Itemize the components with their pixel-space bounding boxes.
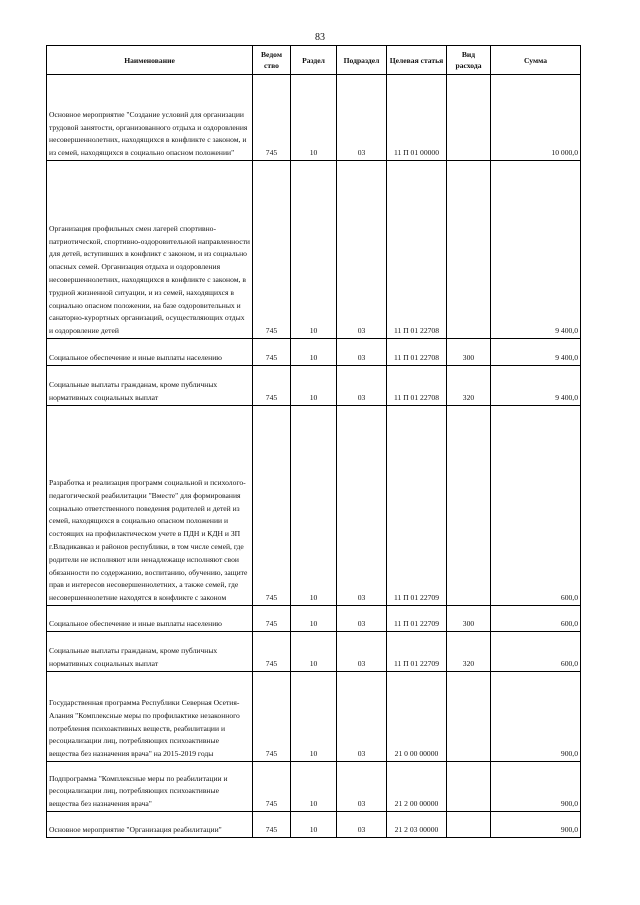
row-subsection: 03	[337, 366, 387, 406]
row-subsection: 03	[337, 161, 387, 339]
row-target: 11 П 01 22708	[387, 339, 447, 366]
row-section: 10	[291, 762, 337, 812]
row-expense-type	[447, 75, 491, 161]
row-amount: 10 000,0	[491, 75, 581, 161]
row-name: Подпрограмма "Комплексные меры по реабилитации и ресоциализации лиц, потребляющих психоактивные вещества без назначения врача"	[47, 762, 253, 812]
row-target: 11 П 01 00000	[387, 75, 447, 161]
row-target: 11 П 01 22709	[387, 632, 447, 672]
row-expense-type	[447, 406, 491, 606]
row-expense-type	[447, 161, 491, 339]
budget-table	[46, 45, 581, 838]
header-dept: Ведом ство	[253, 46, 291, 75]
row-dept: 745	[253, 339, 291, 366]
row-target: 11 П 01 22708	[387, 161, 447, 339]
row-amount: 900,0	[491, 812, 581, 838]
row-name: Организация профильных смен лагерей спортивно-патриотической, спортивно-оздоровительной направленности для детей, вступивших в конфликт с законом, и из социально опасных семей. Организация отдыха и оздоровления несовершеннолетних, находящихся в конфликте с законом, в трудной жизненной ситуации, и из семей, находящихся в социально опасном положении, на базе оздоровительных и санаторно-курортных организаций, осуществляющих отдых и оздоровление детей	[47, 161, 253, 339]
row-dept: 745	[253, 75, 291, 161]
row-subsection: 03	[337, 672, 387, 762]
row-name: Социальное обеспечение и иные выплаты населению	[47, 339, 253, 366]
row-subsection: 03	[337, 762, 387, 812]
row-subsection: 03	[337, 606, 387, 632]
header-amount: Сумма	[491, 46, 581, 75]
row-expense-type: 320	[447, 366, 491, 406]
table-row	[47, 161, 581, 339]
header-target: Целевая статья	[387, 46, 447, 75]
row-subsection: 03	[337, 812, 387, 838]
row-section: 10	[291, 606, 337, 632]
row-section: 10	[291, 406, 337, 606]
row-section: 10	[291, 339, 337, 366]
row-expense-type	[447, 812, 491, 838]
row-target: 21 2 00 00000	[387, 762, 447, 812]
table-row	[47, 812, 581, 838]
row-expense-type	[447, 672, 491, 762]
row-amount: 9 400,0	[491, 161, 581, 339]
row-dept: 745	[253, 812, 291, 838]
table-row	[47, 75, 581, 161]
row-target: 21 2 03 00000	[387, 812, 447, 838]
page-number: 83	[315, 32, 325, 43]
row-name: Основное мероприятие "Создание условий для организации трудовой занятости, организованного отдыха и оздоровления несовершеннолетних, находящихся в конфликте с законом, и из семей, находящихся в социально опасном положении"	[47, 75, 253, 161]
header-section: Раздел	[291, 46, 337, 75]
row-expense-type	[447, 762, 491, 812]
row-dept: 745	[253, 632, 291, 672]
table-header-row	[47, 46, 581, 75]
row-expense-type: 300	[447, 339, 491, 366]
row-amount: 600,0	[491, 632, 581, 672]
row-target: 11 П 01 22708	[387, 366, 447, 406]
row-section: 10	[291, 161, 337, 339]
row-amount: 9 400,0	[491, 339, 581, 366]
row-amount: 600,0	[491, 606, 581, 632]
row-dept: 745	[253, 406, 291, 606]
row-name: Основное мероприятие "Организация реабилитации"	[47, 812, 253, 838]
row-expense-type: 300	[447, 606, 491, 632]
row-target: 11 П 01 22709	[387, 406, 447, 606]
table-row	[47, 339, 581, 366]
table-row	[47, 762, 581, 812]
row-dept: 745	[253, 161, 291, 339]
row-target: 21 0 00 00000	[387, 672, 447, 762]
row-subsection: 03	[337, 406, 387, 606]
row-amount: 9 400,0	[491, 366, 581, 406]
row-section: 10	[291, 75, 337, 161]
row-subsection: 03	[337, 75, 387, 161]
row-dept: 745	[253, 672, 291, 762]
table-row	[47, 672, 581, 762]
row-name: Социальные выплаты гражданам, кроме публичных нормативных социальных выплат	[47, 366, 253, 406]
row-subsection: 03	[337, 632, 387, 672]
table-row	[47, 632, 581, 672]
row-amount: 900,0	[491, 762, 581, 812]
table-row	[47, 606, 581, 632]
table-row	[47, 406, 581, 606]
header-expense-type: Вид расхода	[447, 46, 491, 75]
row-target: 11 П 01 22709	[387, 606, 447, 632]
row-dept: 745	[253, 762, 291, 812]
header-subsection: Подраздел	[337, 46, 387, 75]
header-name: Наименование	[47, 46, 253, 75]
row-name: Государственная программа Республики Северная Осетия-Алания "Комплексные меры по профилактике незаконного потребления психоактивных веществ, реабилитации и ресоциализации лиц, потребляющих психоактивные вещества без назначения врача" на 2015-2019 годы	[47, 672, 253, 762]
row-section: 10	[291, 632, 337, 672]
row-dept: 745	[253, 606, 291, 632]
row-dept: 745	[253, 366, 291, 406]
row-amount: 900,0	[491, 672, 581, 762]
row-name: Разработка и реализация программ социальной и психолого-педагогической реабилитации "Вместе" для формирования социально ответственного поведения родителей и детей из семей, находящихся в социально опасном положении и состоящих на профилактическом учете в ПДН и КДН и ЗП г.Владикавказ и районов республики, в том числе семей, где родители не исполняют или ненадлежаще исполняют свои обязанности по содержанию, воспитанию, обучению, защите прав и интересов несовершеннолетних, а также семей, где несовершеннолетние находятся в конфликте с законом	[47, 406, 253, 606]
row-subsection: 03	[337, 339, 387, 366]
row-section: 10	[291, 366, 337, 406]
row-name: Социальные выплаты гражданам, кроме публичных нормативных социальных выплат	[47, 632, 253, 672]
row-amount: 600,0	[491, 406, 581, 606]
row-name: Социальное обеспечение и иные выплаты населению	[47, 606, 253, 632]
table-row	[47, 366, 581, 406]
row-section: 10	[291, 812, 337, 838]
row-section: 10	[291, 672, 337, 762]
row-expense-type: 320	[447, 632, 491, 672]
